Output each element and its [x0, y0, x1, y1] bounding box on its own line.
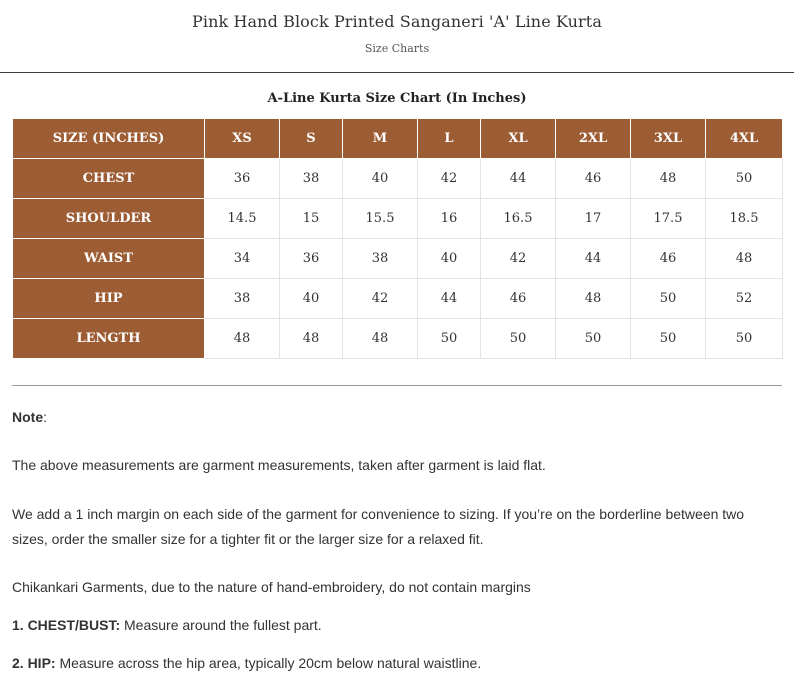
table-cell: 16	[418, 199, 481, 239]
size-header-l: L	[418, 119, 481, 159]
table-cell: 40	[280, 279, 343, 319]
row-label: LENGTH	[13, 319, 205, 359]
table-cell: 52	[706, 279, 783, 319]
size-header-s: S	[280, 119, 343, 159]
table-cell: 46	[556, 159, 631, 199]
table-row-shoulder	[13, 199, 783, 239]
product-title: Pink Hand Block Printed Sanganeri 'A' Line Kurta	[192, 12, 602, 31]
row-label: CHEST	[13, 159, 205, 199]
table-title: A-Line Kurta Size Chart (In Inches)	[267, 91, 527, 106]
table-row-chest	[13, 159, 783, 199]
note-line-1: The above measurements are garment measurements, taken after garment is laid flat.	[12, 457, 546, 473]
table-cell: 48	[280, 319, 343, 359]
table-cell: 38	[205, 279, 280, 319]
table-cell: 50	[481, 319, 556, 359]
note-line-3: Chikankari Garments, due to the nature of hand-embroidery, do not contain margins	[12, 579, 531, 595]
size-header-3xl: 3XL	[631, 119, 706, 159]
hip-label: 2. HIP:	[12, 655, 56, 671]
hip-text: Measure across the hip area, typically 20cm below natural waistline.	[55, 655, 482, 671]
table-cell: 50	[706, 319, 783, 359]
hip-instruction	[12, 651, 481, 676]
table-cell: 48	[631, 159, 706, 199]
table-cell: 42	[418, 159, 481, 199]
table-cell: 46	[481, 279, 556, 319]
table-body	[13, 159, 783, 359]
table-cell: 48	[343, 319, 418, 359]
table-cell: 50	[706, 159, 783, 199]
table-cell: 50	[631, 279, 706, 319]
size-header-xl: XL	[481, 119, 556, 159]
page-subtitle: Size Charts	[364, 42, 430, 55]
chest-label: 1. CHEST/BUST:	[12, 617, 121, 633]
table-cell: 42	[481, 239, 556, 279]
table-cell: 40	[418, 239, 481, 279]
row-label: WAIST	[13, 239, 205, 279]
size-chart-table	[12, 118, 783, 359]
chest-instruction	[12, 613, 322, 638]
section-divider	[12, 385, 782, 386]
table-cell: 42	[343, 279, 418, 319]
table-cell: 48	[706, 239, 783, 279]
note-colon: :	[43, 409, 48, 425]
table-cell: 50	[631, 319, 706, 359]
size-header-2xl: 2XL	[556, 119, 631, 159]
table-cell: 18.5	[706, 199, 783, 239]
table-cell: 14.5	[205, 199, 280, 239]
table-cell: 44	[556, 239, 631, 279]
table-cell: 36	[205, 159, 280, 199]
table-row-waist	[13, 239, 783, 279]
table-cell: 50	[418, 319, 481, 359]
table-cell: 36	[280, 239, 343, 279]
table-cell: 40	[343, 159, 418, 199]
corner-header: SIZE (INCHES)	[13, 119, 205, 159]
table-cell: 44	[481, 159, 556, 199]
table-cell: 34	[205, 239, 280, 279]
table-cell: 50	[556, 319, 631, 359]
table-cell: 44	[418, 279, 481, 319]
table-cell: 48	[205, 319, 280, 359]
table-header-row	[13, 119, 783, 159]
table-cell: 16.5	[481, 199, 556, 239]
table-row-length	[13, 319, 783, 359]
note-label: Note	[12, 409, 44, 425]
chest-text: Measure around the fullest part.	[120, 617, 322, 633]
note-heading	[12, 405, 47, 430]
table-cell: 17	[556, 199, 631, 239]
row-label: SHOULDER	[13, 199, 205, 239]
table-cell: 48	[556, 279, 631, 319]
table-cell: 15.5	[343, 199, 418, 239]
table-cell: 38	[280, 159, 343, 199]
note-line-2: We add a 1 inch margin on each side of the garment for convenience to sizing. If you’re on the borderline between two sizes, order the smaller size for a tighter fit or the larger size for a relaxed fit.	[12, 506, 745, 547]
size-header-4xl: 4XL	[706, 119, 783, 159]
row-label: HIP	[13, 279, 205, 319]
header-divider	[0, 72, 794, 73]
size-header-m: M	[343, 119, 418, 159]
size-header-xs: XS	[205, 119, 280, 159]
table-row-hip	[13, 279, 783, 319]
table-cell: 17.5	[631, 199, 706, 239]
table-cell: 38	[343, 239, 418, 279]
table-cell: 15	[280, 199, 343, 239]
table-cell: 46	[631, 239, 706, 279]
